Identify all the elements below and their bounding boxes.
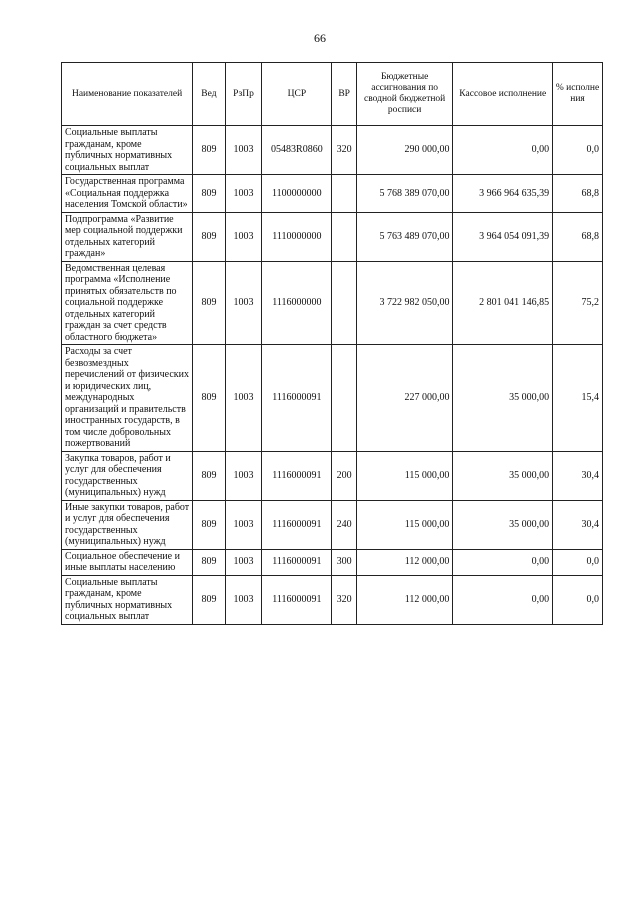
row-ved: 809 [193, 345, 226, 452]
header-percent: % исполне ния [553, 63, 603, 126]
row-ved: 809 [193, 451, 226, 500]
row-csr: 1116000091 [262, 575, 332, 624]
row-assignments: 115 000,00 [356, 451, 453, 500]
row-percent: 68,8 [553, 212, 603, 261]
row-cash-execution: 3 964 054 091,39 [453, 212, 553, 261]
row-rzpr: 1003 [225, 175, 262, 213]
row-assignments: 112 000,00 [356, 549, 453, 575]
row-csr: 1116000091 [262, 549, 332, 575]
header-vr: ВР [332, 63, 356, 126]
table-row [62, 261, 603, 345]
row-csr: 1100000000 [262, 175, 332, 213]
row-vr [332, 261, 356, 345]
row-csr: 1116000091 [262, 500, 332, 549]
row-rzpr: 1003 [225, 575, 262, 624]
row-name: Расходы за счет безвозмездных перечислений от физических и юридических лиц, международных организаций и правительств иностранных государств, в том числе добровольных пожертвований [62, 345, 193, 452]
row-name: Государственная программа «Социальная поддержка населения Томской области» [62, 175, 193, 213]
row-percent: 15,4 [553, 345, 603, 452]
budget-execution-table [61, 62, 603, 625]
row-percent: 68,8 [553, 175, 603, 213]
table-row [62, 212, 603, 261]
row-vr [332, 175, 356, 213]
table-header-row [62, 63, 603, 126]
row-ved: 809 [193, 500, 226, 549]
row-assignments: 5 763 489 070,00 [356, 212, 453, 261]
table-row [62, 549, 603, 575]
row-rzpr: 1003 [225, 126, 262, 175]
row-vr: 320 [332, 126, 356, 175]
row-assignments: 5 768 389 070,00 [356, 175, 453, 213]
row-rzpr: 1003 [225, 212, 262, 261]
row-vr [332, 345, 356, 452]
table-row [62, 451, 603, 500]
row-assignments: 227 000,00 [356, 345, 453, 452]
row-csr: 1116000000 [262, 261, 332, 345]
row-cash-execution: 35 000,00 [453, 451, 553, 500]
row-assignments: 115 000,00 [356, 500, 453, 549]
row-name: Подпрограмма «Развитие мер социальной поддержки отдельных категорий граждан» [62, 212, 193, 261]
row-percent: 30,4 [553, 500, 603, 549]
table-row [62, 500, 603, 549]
header-assignments: Бюджетные ассигнования по сводной бюджетной росписи [356, 63, 453, 126]
row-assignments: 290 000,00 [356, 126, 453, 175]
table-row [62, 345, 603, 452]
header-ved: Вед [193, 63, 226, 126]
row-name: Ведомственная целевая программа «Исполнение принятых обязательств по социальной поддержке отдельных категорий граждан за счет средств областного бюджета» [62, 261, 193, 345]
header-name: Наименование показателей [62, 63, 193, 126]
row-ved: 809 [193, 261, 226, 345]
row-vr: 200 [332, 451, 356, 500]
row-cash-execution: 0,00 [453, 575, 553, 624]
row-name: Социальные выплаты гражданам, кроме публичных нормативных социальных выплат [62, 126, 193, 175]
row-cash-execution: 0,00 [453, 549, 553, 575]
row-ved: 809 [193, 175, 226, 213]
row-name: Закупка товаров, работ и услуг для обеспечения государственных (муниципальных) нужд [62, 451, 193, 500]
row-ved: 809 [193, 126, 226, 175]
row-ved: 809 [193, 212, 226, 261]
row-vr [332, 212, 356, 261]
row-vr: 300 [332, 549, 356, 575]
row-rzpr: 1003 [225, 500, 262, 549]
row-vr: 240 [332, 500, 356, 549]
row-cash-execution: 3 966 964 635,39 [453, 175, 553, 213]
row-assignments: 3 722 982 050,00 [356, 261, 453, 345]
page-number: 66 [314, 31, 326, 45]
row-csr: 1116000091 [262, 451, 332, 500]
row-cash-execution: 2 801 041 146,85 [453, 261, 553, 345]
header-rzpr: РзПр [225, 63, 262, 126]
row-percent: 0,0 [553, 575, 603, 624]
header-cash-execution: Кассовое исполнение [453, 63, 553, 126]
row-rzpr: 1003 [225, 549, 262, 575]
row-csr: 1110000000 [262, 212, 332, 261]
row-percent: 75,2 [553, 261, 603, 345]
row-rzpr: 1003 [225, 451, 262, 500]
row-percent: 0,0 [553, 549, 603, 575]
row-percent: 0,0 [553, 126, 603, 175]
row-rzpr: 1003 [225, 345, 262, 452]
row-ved: 809 [193, 549, 226, 575]
row-name: Социальные выплаты гражданам, кроме публичных нормативных социальных выплат [62, 575, 193, 624]
row-name: Социальное обеспечение и иные выплаты населению [62, 549, 193, 575]
row-cash-execution: 35 000,00 [453, 500, 553, 549]
row-name: Иные закупки товаров, работ и услуг для обеспечения государственных (муниципальных) нужд [62, 500, 193, 549]
header-csr: ЦСР [262, 63, 332, 126]
row-ved: 809 [193, 575, 226, 624]
row-percent: 30,4 [553, 451, 603, 500]
table-row [62, 126, 603, 175]
row-assignments: 112 000,00 [356, 575, 453, 624]
row-cash-execution: 0,00 [453, 126, 553, 175]
table-row [62, 575, 603, 624]
row-rzpr: 1003 [225, 261, 262, 345]
row-vr: 320 [332, 575, 356, 624]
row-cash-execution: 35 000,00 [453, 345, 553, 452]
table-row [62, 175, 603, 213]
row-csr: 1116000091 [262, 345, 332, 452]
row-csr: 05483R0860 [262, 126, 332, 175]
